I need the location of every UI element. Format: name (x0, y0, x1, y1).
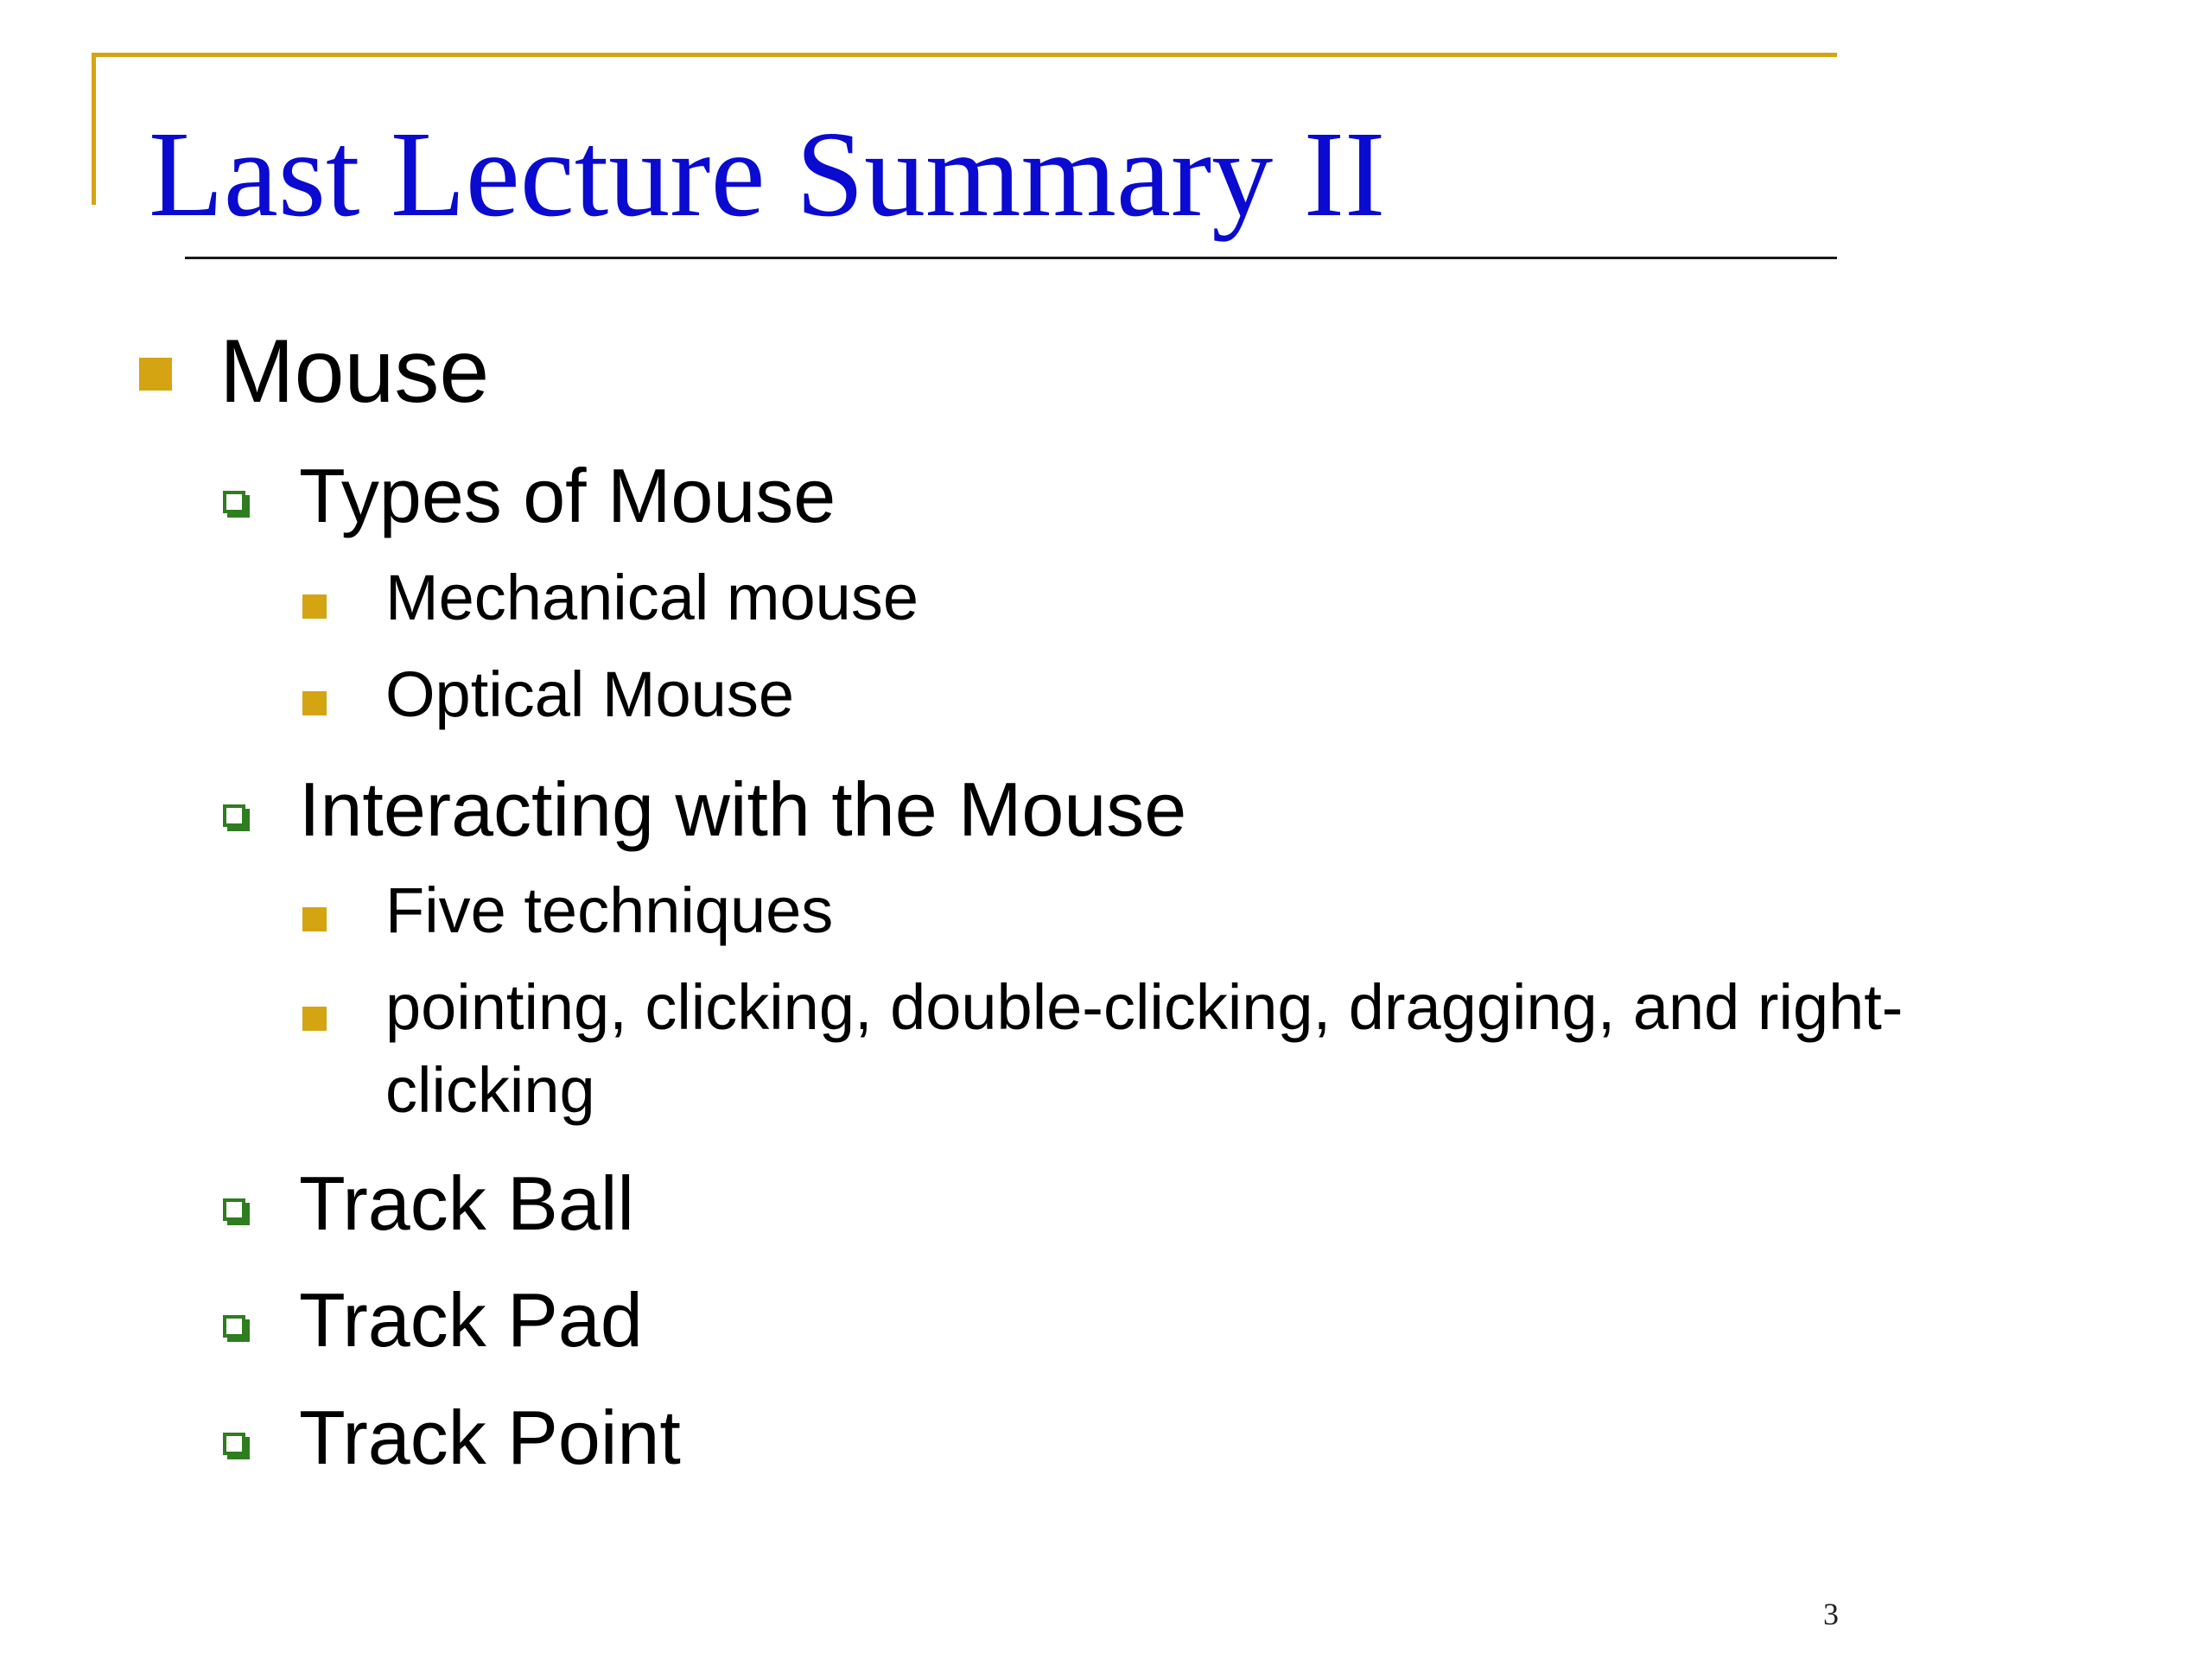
checkbox-bullet-icon (223, 1315, 245, 1338)
bullet-interacting-with-mouse: Interacting with the Mouse (299, 766, 1187, 852)
bullet-mechanical-mouse: Mechanical mouse (385, 562, 918, 633)
bullet-techniques-list: pointing, clicking, double-clicking, dragging, and right-clicking (385, 971, 1904, 1126)
checkbox-bullet-icon (223, 1433, 245, 1455)
square-bullet-icon (302, 907, 327, 931)
square-bullet-icon (302, 594, 327, 619)
bullet-track-pad: Track Pad (299, 1277, 643, 1363)
square-bullet-icon (302, 1007, 327, 1031)
checkbox-bullet-icon (223, 1198, 245, 1221)
bullet-track-point: Track Point (299, 1395, 681, 1480)
slide-title: Last Lecture Summary II (149, 105, 1386, 242)
bullet-optical-mouse: Optical Mouse (385, 658, 794, 730)
bullet-five-techniques: Five techniques (385, 874, 834, 946)
square-bullet-icon (139, 358, 172, 391)
checkbox-bullet-icon (223, 491, 245, 513)
bullet-mouse: Mouse (219, 321, 490, 422)
square-bullet-icon (302, 691, 327, 715)
page-number: 3 (1823, 1597, 1839, 1631)
bullet-types-of-mouse: Types of Mouse (299, 453, 836, 538)
bullet-track-ball: Track Ball (299, 1160, 634, 1246)
checkbox-bullet-icon (223, 804, 245, 827)
